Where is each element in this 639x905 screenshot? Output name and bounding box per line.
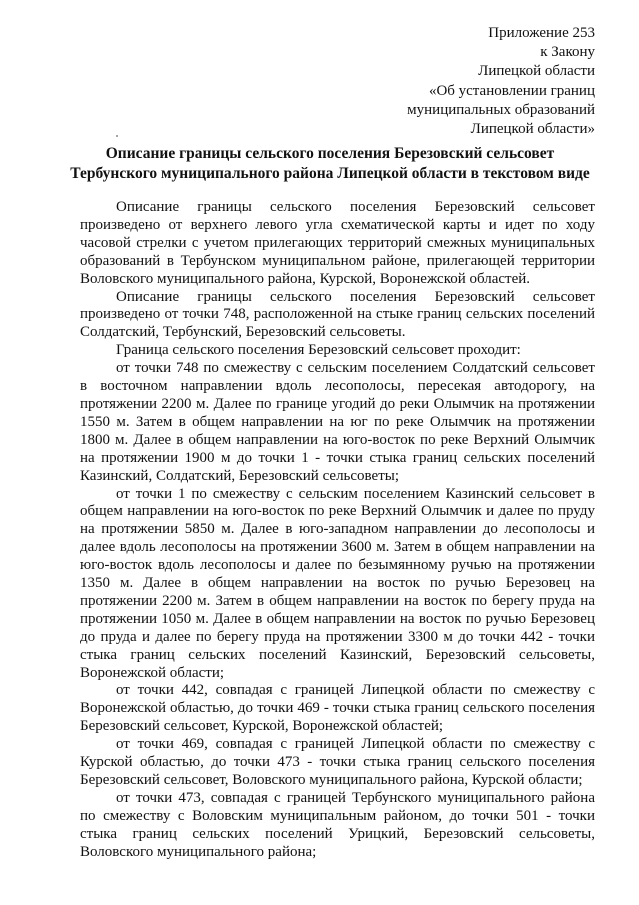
annex-line: Приложение 253: [488, 25, 595, 41]
title-line: Описание границы сельского поселения Березовский сельсовет: [105, 145, 555, 162]
paragraph: Граница сельского поселения Березовский сельсовет проходит:: [116, 342, 521, 359]
paragraph: от точки 469, совпадая с границей Липецкой области по смежеству с Курской областью, до точки 473 - точки стыка границ сельского поселения Березовский сельсовет, Воловского муниципального района, Курской области;: [80, 736, 595, 788]
annex-line: Липецкой области»: [470, 121, 595, 138]
annex-line: Липецкой области: [478, 63, 595, 80]
paragraph: от точки 442, совпадая с границей Липецкой области по смежеству с Воронежской областью, до точки 469 - точки стыка границ сельского поселения Березовский сельсовет, Курской, Воронежской областей;: [80, 682, 595, 735]
annex-line: муниципальных образований: [407, 101, 595, 118]
paragraph: от точки 473, совпадая с границей Тербунского муниципального района по смежеству с Воловским муниципальным районом, до точки 501 - точки стыка границ сельских поселений Урицкий, Березовский сельсоветы, Воловского муниципального района;: [80, 789, 595, 860]
document-body: [80, 199, 595, 862]
annex-line: к Закону: [540, 44, 595, 61]
paragraph: от точки 748 по смежеству с сельским поселением Солдатский сельсовет в восточном направлении вдоль лесополосы, пересекая автодорогу, на протяжении 2200 м. Далее по границе угодий до реки Олымчик на протяжении 1550 м. Затем в общем направлении на юг по реке Олымчик на протяжении 1800 м. Далее в общем направлении на юго-восток по реке Верхний Олымчик на протяжении 1900 м до точки 1 - точки стыка границ сельских поселений Казинский, Солдатский, Березовский сельсоветы;: [80, 360, 595, 484]
annex-line: «Об установлении границ: [428, 82, 595, 99]
title-line: Тербунского муниципального района Липецкой области в текстовом виде: [70, 165, 590, 182]
paragraph: Описание границы сельского поселения Березовский сельсовет произведено от точки 748, расположенной на стыке границ сельских поселений Солдатский, Тербунский, Березовский сельсоветы.: [80, 288, 595, 341]
document-title: [60, 144, 600, 184]
scan-speck: [116, 135, 118, 137]
annex-header: [335, 24, 595, 139]
paragraph: от точки 1 по смежеству с сельским поселением Казинский сельсовет в общем направлении на юго-восток по реке Верхний Олымчик и далее по пруду на протяжении 5850 м. Далее в юго-западном направлении до лесополосы и далее вдоль лесополосы на протяжении 3600 м. Затем в общем направлении на юго-восток вдоль лесополосы и далее по безымянному ручью на протяжении 1350 м. Далее в общем направлении на восток по ручью Березовец на протяжении 2200 м. Затем в общем направлении на восток по берегу пруда на протяжении 1050 м. Далее в общем направлении на восток по ручью Березовец до пруда и далее по берегу пруда на протяжении 3300 м до точки 442 - точки стыка границ сельских поселений Казинский, Березовский сельсоветы, Воронежской области;: [80, 485, 595, 681]
paragraph: Описание границы сельского поселения Березовский сельсовет произведено от верхнего левого угла схематической карты и идет по ходу часовой стрелки с учетом прилегающих территорий смежных муниципальных образований в Тербунском муниципальном районе, прилегающей территории Воловского муниципального района, Курской, Воронежской областей.: [80, 199, 595, 287]
